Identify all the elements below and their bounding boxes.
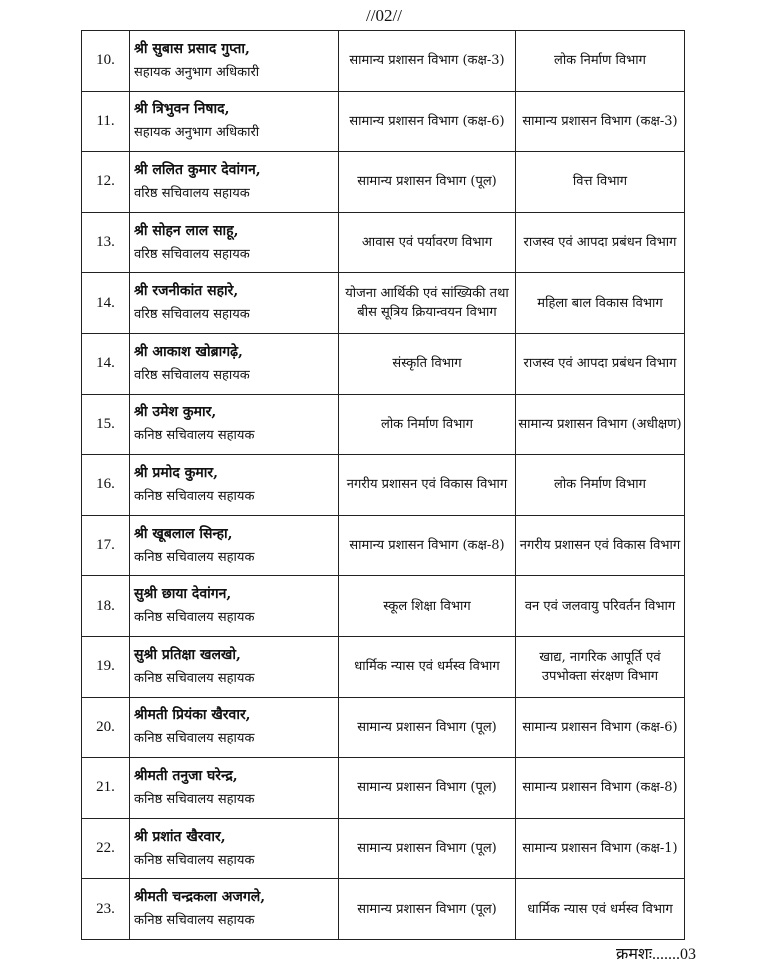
employee-name: श्री सुबास प्रसाद गुप्ता, xyxy=(134,40,250,57)
new-department-cell xyxy=(516,758,685,819)
new-department-cell xyxy=(516,394,685,455)
serial-number-cell xyxy=(82,636,130,697)
employee-name: सुश्री छाया देवांगन, xyxy=(134,586,232,603)
current-department-cell xyxy=(339,455,516,516)
serial-number: 10. xyxy=(96,52,115,69)
employee-designation: सहायक अनुभाग अधिकारी xyxy=(134,125,260,141)
employee-designation: कनिष्ठ सचिवालय सहायक xyxy=(134,852,255,868)
serial-number: 16. xyxy=(96,476,115,493)
current-department: सामान्य प्रशासन विभाग (कक्ष-3) xyxy=(349,53,505,69)
employee-cell xyxy=(130,515,339,576)
employee-designation: कनिष्ठ सचिवालय सहायक xyxy=(134,488,255,504)
serial-number: 23. xyxy=(96,900,115,917)
employee-designation: कनिष्ठ सचिवालय सहायक xyxy=(134,428,255,444)
new-department-cell xyxy=(516,212,685,273)
current-department: सामान्य प्रशासन विभाग (पूल) xyxy=(357,719,497,735)
table-body xyxy=(82,31,685,940)
employee-name: श्री रजनीकांत सहारे, xyxy=(134,283,239,300)
current-department: सामान्य प्रशासन विभाग (पूल) xyxy=(357,901,497,917)
current-department-cell xyxy=(339,333,516,394)
serial-number-cell xyxy=(82,818,130,879)
serial-number-cell xyxy=(82,697,130,758)
serial-number-cell xyxy=(82,394,130,455)
employee-designation: सहायक अनुभाग अधिकारी xyxy=(134,64,260,80)
employee-cell xyxy=(130,31,339,92)
new-department: सामान्य प्रशासन विभाग (अधीक्षण) xyxy=(518,416,682,432)
table-row xyxy=(82,576,685,637)
serial-number-cell xyxy=(82,31,130,92)
table-row xyxy=(82,212,685,273)
current-department-cell xyxy=(339,394,516,455)
serial-number-cell xyxy=(82,515,130,576)
employee-cell xyxy=(130,394,339,455)
employee-designation: कनिष्ठ सचिवालय सहायक xyxy=(134,549,255,565)
employee-designation: वरिष्ठ सचिवालय सहायक xyxy=(134,307,250,323)
serial-number-cell xyxy=(82,879,130,940)
current-department: लोक निर्माण विभाग xyxy=(381,416,473,432)
current-department-cell xyxy=(339,576,516,637)
current-department-cell xyxy=(339,515,516,576)
current-department-cell xyxy=(339,273,516,334)
new-department-cell xyxy=(516,879,685,940)
employee-name: श्री उमेश कुमार, xyxy=(134,404,217,421)
serial-number-cell xyxy=(82,455,130,516)
current-department-cell xyxy=(339,758,516,819)
table-row xyxy=(82,152,685,213)
new-department-cell xyxy=(516,636,685,697)
serial-number: 21. xyxy=(96,779,115,796)
current-department: सामान्य प्रशासन विभाग (कक्ष-8) xyxy=(349,538,505,554)
new-department: सामान्य प्रशासन विभाग (कक्ष-3) xyxy=(522,113,678,129)
serial-number: 17. xyxy=(96,537,115,554)
table-row xyxy=(82,31,685,92)
table-row xyxy=(82,91,685,152)
new-department: सामान्य प्रशासन विभाग (कक्ष-1) xyxy=(522,841,678,857)
serial-number-cell xyxy=(82,212,130,273)
current-department: धार्मिक न्यास एवं धर्मस्व विभाग xyxy=(354,659,500,675)
new-department-cell xyxy=(516,818,685,879)
new-department-cell xyxy=(516,333,685,394)
employee-name: श्रीमती चन्द्रकला अजगले, xyxy=(134,889,266,906)
current-department-cell xyxy=(339,212,516,273)
serial-number: 18. xyxy=(96,597,115,614)
new-department-cell xyxy=(516,576,685,637)
employee-cell xyxy=(130,697,339,758)
new-department: सामान्य प्रशासन विभाग (कक्ष-8) xyxy=(522,780,678,796)
employee-designation: वरिष्ठ सचिवालय सहायक xyxy=(134,367,250,383)
serial-number: 11. xyxy=(96,112,115,129)
new-department-cell xyxy=(516,273,685,334)
current-department: स्कूल शिक्षा विभाग xyxy=(383,598,471,614)
new-department: राजस्व एवं आपदा प्रबंधन विभाग xyxy=(523,235,677,251)
continued-note: क्रमशः.......03 xyxy=(616,946,696,963)
employee-name: श्री ललित कुमार देवांगन, xyxy=(134,161,261,178)
employee-cell xyxy=(130,818,339,879)
current-department-cell xyxy=(339,697,516,758)
table-row xyxy=(82,515,685,576)
new-department: वन एवं जलवायु परिवर्तन विभाग xyxy=(524,598,676,614)
new-department: राजस्व एवं आपदा प्रबंधन विभाग xyxy=(523,356,677,372)
serial-number: 15. xyxy=(96,415,115,432)
serial-number-cell xyxy=(82,576,130,637)
transfer-table xyxy=(81,30,685,940)
current-department: योजना आर्थिकी एवं सांख्यिकी तथा बीस सूत्रिय क्रियान्वयन विभाग xyxy=(345,286,509,321)
employee-designation: कनिष्ठ सचिवालय सहायक xyxy=(134,791,255,807)
table-row xyxy=(82,636,685,697)
table-row xyxy=(82,697,685,758)
employee-name: श्रीमती प्रियंका खैरवार, xyxy=(134,707,251,724)
current-department: सामान्य प्रशासन विभाग (पूल) xyxy=(357,174,497,190)
current-department-cell xyxy=(339,636,516,697)
table-row xyxy=(82,394,685,455)
new-department-cell xyxy=(516,515,685,576)
serial-number: 14. xyxy=(96,355,115,372)
new-department: सामान्य प्रशासन विभाग (कक्ष-6) xyxy=(522,719,678,735)
employee-cell xyxy=(130,152,339,213)
current-department: संस्कृति विभाग xyxy=(392,356,462,372)
new-department: धार्मिक न्यास एवं धर्मस्व विभाग xyxy=(527,901,673,917)
current-department-cell xyxy=(339,152,516,213)
new-department-cell xyxy=(516,455,685,516)
serial-number-cell xyxy=(82,152,130,213)
serial-number: 19. xyxy=(96,658,115,675)
table-row xyxy=(82,879,685,940)
employee-designation: वरिष्ठ सचिवालय सहायक xyxy=(134,246,250,262)
serial-number: 22. xyxy=(96,840,115,857)
employee-name: श्री प्रशांत खैरवार, xyxy=(134,828,226,845)
employee-name: श्री आकाश खोब्रागढ़े, xyxy=(134,343,243,360)
employee-cell xyxy=(130,879,339,940)
table-row xyxy=(82,333,685,394)
employee-cell xyxy=(130,576,339,637)
employee-cell xyxy=(130,455,339,516)
table-row xyxy=(82,758,685,819)
serial-number-cell xyxy=(82,91,130,152)
employee-designation: कनिष्ठ सचिवालय सहायक xyxy=(134,913,255,929)
current-department-cell xyxy=(339,31,516,92)
new-department-cell xyxy=(516,152,685,213)
employee-cell xyxy=(130,758,339,819)
employee-name: श्री त्रिभुवन निषाद, xyxy=(134,101,230,118)
current-department-cell xyxy=(339,91,516,152)
employee-cell xyxy=(130,91,339,152)
current-department-cell xyxy=(339,879,516,940)
new-department-cell xyxy=(516,91,685,152)
serial-number: 14. xyxy=(96,294,115,311)
employee-cell xyxy=(130,273,339,334)
new-department: महिला बाल विकास विभाग xyxy=(537,295,663,311)
employee-designation: वरिष्ठ सचिवालय सहायक xyxy=(134,185,250,201)
serial-number: 13. xyxy=(96,234,115,251)
new-department: लोक निर्माण विभाग xyxy=(554,477,646,493)
serial-number-cell xyxy=(82,273,130,334)
current-department: सामान्य प्रशासन विभाग (पूल) xyxy=(357,841,497,857)
serial-number-cell xyxy=(82,758,130,819)
serial-number: 12. xyxy=(96,173,115,190)
employee-cell xyxy=(130,333,339,394)
new-department-cell xyxy=(516,31,685,92)
employee-name: श्री प्रमोद कुमार, xyxy=(134,464,219,481)
employee-designation: कनिष्ठ सचिवालय सहायक xyxy=(134,610,255,626)
page-number-header: //02// xyxy=(366,6,402,25)
employee-name: श्रीमती तनुजा घरेन्द्र, xyxy=(134,767,238,784)
table-row xyxy=(82,273,685,334)
current-department: नगरीय प्रशासन एवं विकास विभाग xyxy=(346,477,508,493)
current-department: सामान्य प्रशासन विभाग (पूल) xyxy=(357,780,497,796)
new-department: वित्त विभाग xyxy=(572,174,628,190)
current-department-cell xyxy=(339,818,516,879)
new-department-cell xyxy=(516,697,685,758)
employee-name: सुश्री प्रतिक्षा खलखो, xyxy=(134,646,241,663)
serial-number-cell xyxy=(82,333,130,394)
employee-name: श्री खूबलाल सिन्हा, xyxy=(134,525,233,542)
employee-designation: कनिष्ठ सचिवालय सहायक xyxy=(134,731,255,747)
table-row xyxy=(82,455,685,516)
employee-name: श्री सोहन लाल साहू, xyxy=(134,222,239,239)
current-department: आवास एवं पर्यावरण विभाग xyxy=(361,235,493,251)
table-row xyxy=(82,818,685,879)
new-department: लोक निर्माण विभाग xyxy=(554,53,646,69)
employee-cell xyxy=(130,212,339,273)
serial-number: 20. xyxy=(96,718,115,735)
employee-cell xyxy=(130,636,339,697)
employee-designation: कनिष्ठ सचिवालय सहायक xyxy=(134,670,255,686)
current-department: सामान्य प्रशासन विभाग (कक्ष-6) xyxy=(349,113,505,129)
new-department: नगरीय प्रशासन एवं विकास विभाग xyxy=(519,538,681,554)
new-department: खाद्य, नागरिक आपूर्ति एवं उपभोक्ता संरक्षण विभाग xyxy=(539,649,661,684)
